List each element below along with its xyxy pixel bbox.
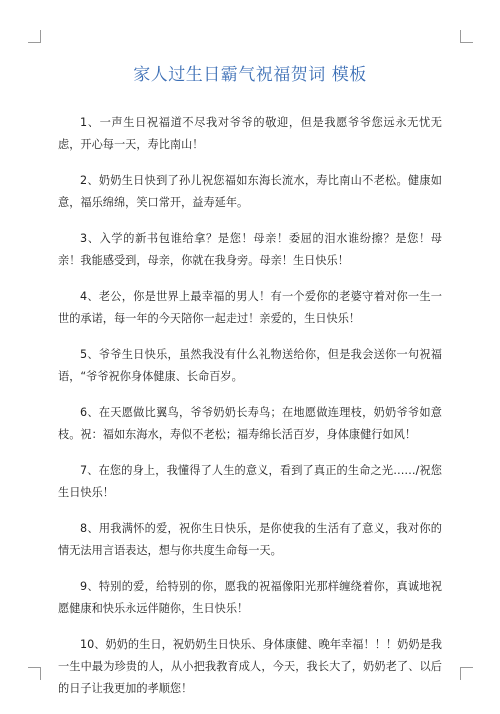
paragraph-8: 8、用我满怀的爱，祝你生日快乐，是你使我的生活有了意义，我对你的情无法用言语表达，想与你共度生命每一天。 — [58, 522, 442, 557]
paragraph-9: 9、特别的爱，给特别的你，愿我的祝福像阳光那样缠绕着你，真诚地祝愿健康和快乐永远伴随你，生日快乐！ — [58, 580, 442, 615]
paragraph-6: 6、在天愿做比翼鸟，爷爷奶奶长寿鸟；在地愿做连理枝，奶奶爷爷如意枝。祝：福如东海水，寿似不老松；福寿绵长活百岁，身体康健行如风！ — [58, 406, 442, 441]
document-title: 家人过生日霸气祝福贺词 模板 — [133, 65, 367, 85]
crop-mark-top-right — [460, 30, 473, 43]
paragraph-3: 3、入学的新书包谁给拿？是您！母亲！委屈的泪水谁纷擦？是您！母亲！我能感受到，母亲，你就在我身旁。母亲！生日快乐！ — [58, 232, 442, 267]
crop-mark-bottom-right — [460, 667, 473, 680]
document-body — [58, 112, 442, 714]
paragraph-10: 10、奶奶的生日，祝奶奶生日快乐、身体康健、晚年幸福！！！奶奶是我一生中最为珍贵的人，从小把我教育成人，今天，我长大了，奶奶老了、以后的日子让我更加的孝顺您！ — [58, 638, 442, 695]
paragraph-2: 2、奶奶生日快到了孙儿祝您福如东海长流水，寿比南山不老松。健康如意，福乐绵绵，笑口常开，益寿延年。 — [58, 174, 442, 209]
paragraph-5: 5、爷爷生日快乐，虽然我没有什么礼物送给你，但是我会送你一句祝福语，“爷爷祝你身体健康、长命百岁。 — [58, 348, 442, 383]
paragraph-1: 1、一声生日祝福道不尽我对爷爷的敬迎，但是我愿爷爷您远永无忧无虑，开心每一天，寿比南山！ — [58, 116, 442, 151]
crop-mark-top-left — [28, 30, 41, 43]
crop-mark-bottom-left — [28, 667, 41, 680]
paragraph-7: 7、在您的身上，我懂得了人生的意义，看到了真正的生命之光……/祝您生日快乐！ — [58, 464, 442, 499]
paragraph-4: 4、老公，你是世界上最幸福的男人！有一个爱你的老婆守着对你一生一世的承诺，每一年的今天陪你一起走过！亲爱的，生日快乐！ — [58, 290, 442, 325]
